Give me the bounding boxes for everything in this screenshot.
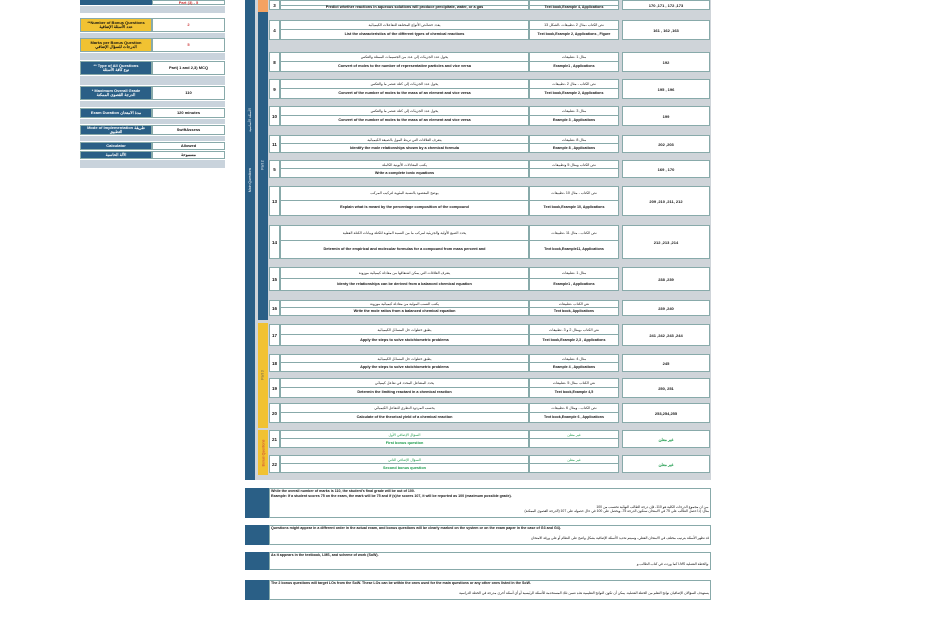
info-value: SwiftAssess <box>152 125 225 135</box>
source-en: Text book,Example 4, Applications <box>544 4 604 9</box>
question-row <box>269 79 710 99</box>
footnote-ar: من ان مجموع الدرجات الكلية هو 110، فإن درجة الطالب النهائية تحتسب من 100. مثال: إذا حصل الطالب على 75 في الامتحان ستكون الدرجة 75، ويحصل على 100 في حال حصوله على 107 (الدرجة القصوى الممكنة) <box>524 505 709 513</box>
source-en: Text book,Example11, Applications <box>544 247 604 252</box>
question-number: 4 <box>269 20 280 40</box>
source-ar: نص الكتاب ، مثال 10 ،تطبيقات <box>530 187 618 201</box>
outcome-en: Write a complete ionic equations <box>374 170 435 175</box>
outcome-en: Convert of the number of moles to the mass of an element and vice versa <box>338 118 471 123</box>
source-en: Text book,Example 2, Applications <box>544 91 604 96</box>
question-number: 10 <box>269 106 280 126</box>
part1-bar <box>258 0 268 12</box>
page-numbers: 169 , 170 <box>622 160 710 178</box>
page-numbers: 195 , 196 <box>622 79 710 99</box>
question-number: 14 <box>269 225 280 259</box>
footnote-en: The 2 bonus questions will target LOs from the SoW. These LOs can be within the ones used for the main questions or any other ones listed in the SoW. <box>271 581 531 585</box>
info-separator <box>80 53 225 60</box>
source-ar: مثال 3 ،تطبيقات <box>530 107 618 116</box>
source-reference <box>529 267 619 291</box>
info-label: الآلة الحاسبة <box>80 151 152 159</box>
outcome-ar: يطبق خطوات حل المسائل الكيميائية <box>281 355 528 363</box>
question-number: 20 <box>269 403 280 423</box>
question-row <box>269 225 710 259</box>
info-label <box>80 0 152 5</box>
page-numbers: 199 <box>622 106 710 126</box>
source-en <box>530 438 618 447</box>
info-value: 2 <box>152 18 225 32</box>
info-value: 120 minutes <box>152 108 225 118</box>
info-row-bonus-marks <box>80 38 225 52</box>
outcome-en: Identy the relationships can be derived from a balanced chemical equation <box>337 281 472 286</box>
learning-outcome <box>280 52 529 72</box>
page-numbers: 202 ,203 <box>622 135 710 153</box>
outcome-en: First bonus question <box>385 440 424 445</box>
question-number: 8 <box>269 52 280 72</box>
info-value: Part (3) - 5 <box>152 0 225 5</box>
main-questions-label-ar: الأسئلة الأساسية <box>248 108 252 132</box>
info-row-duration <box>80 108 225 118</box>
source-en: Example1 , Applications <box>553 64 595 69</box>
page-numbers: 238 ,239 <box>622 267 710 291</box>
part3-label: Part 3 <box>261 370 265 380</box>
outcome-ar: يتعرف العلاقات التي يمكن اشتقاقها من معادلة كيميائية موزونة <box>281 268 528 279</box>
learning-outcome <box>280 324 529 346</box>
page-numbers: غير معلن <box>622 455 710 473</box>
footnote-ar: قد تظهر الأسئلة بترتيب مختلف في الامتحان الفعلي، وسيتم تحديد الأسئلة الإضافية بشكل واضح على النظام أو على ورقة الامتحان <box>530 536 709 540</box>
info-label: Exam Duration مدة الامتحان <box>80 108 152 118</box>
source-reference <box>529 0 619 10</box>
outcome-en: Apply the steps to solve stoichiometric problems <box>360 337 449 342</box>
info-row-max-grade <box>80 86 225 100</box>
outcome-ar: يوضح المقصود بالنسبة المئوية لتركيب المركب <box>281 187 528 201</box>
source-reference <box>529 225 619 259</box>
info-row-part3 <box>80 0 225 5</box>
question-row <box>269 20 710 40</box>
source-ar: نص الكتاب ، ومثال 6 ،تطبيقات <box>530 404 618 413</box>
outcome-en: Second bonus question <box>382 465 427 470</box>
footnote-ar: يستهدف السؤالان الإضافيان نواتج التعلم من الخطة الفصلية. يمكن أن تكون النواتج التعليمية هذه ضمن تلك المستخدمة للأسئلة الرئيسية أو أي أسئلة أخرى مدرجة في الخطة الدراسية <box>459 591 709 595</box>
question-row <box>269 430 710 448</box>
outcome-ar: يحدد الصيغ الأولية والجزيئية لمركب ما من النسبة المئوية للكتلة وبيانات الكتلة الفعلية <box>281 226 528 241</box>
question-number: 9 <box>269 79 280 99</box>
page-numbers: 250, 251 <box>622 378 710 398</box>
learning-outcome <box>280 455 529 473</box>
outcome-en: Explain what is meant by the percentage composition of the compound <box>340 205 469 210</box>
bonus-label: Bonus Questions <box>261 439 265 466</box>
learning-outcome <box>280 267 529 291</box>
question-row <box>269 324 710 346</box>
learning-outcome <box>280 225 529 259</box>
info-value: مسموحة <box>152 151 225 159</box>
question-row <box>269 267 710 291</box>
learning-outcome <box>280 20 529 40</box>
question-row <box>269 106 710 126</box>
source-reference <box>529 20 619 40</box>
source-reference <box>529 354 619 372</box>
info-value: Allowed <box>152 142 225 150</box>
question-number: 5 <box>269 160 280 178</box>
source-en <box>530 168 618 177</box>
question-number: 19 <box>269 378 280 398</box>
page-numbers: غير معلن <box>622 430 710 448</box>
page-numbers: 209 ,210 ,211, 212 <box>622 186 710 216</box>
outcome-ar: يحسب المردود النظري للتفاعل الكيميائي <box>281 404 528 413</box>
page-numbers: 161 , 162 ,163 <box>622 20 710 40</box>
question-number: 11 <box>269 135 280 153</box>
outcome-ar: يحول عدد الجزيئات إلى كتلة عنصر ما والعكس <box>281 80 528 89</box>
outcome-ar: يحول عدد الجزيئات إلى كتلة عنصر ما والعكس <box>281 107 528 116</box>
source-ar: نص الكتاب ،مثال 2 ،تطبيقات ،الشكل 13 <box>530 21 618 30</box>
source-en: Example 8 , Applications <box>552 145 596 150</box>
footnote-ar: كما وردت في كتاب الطالب و LMS والخطة الفصلية. <box>636 562 709 566</box>
footnote <box>245 525 711 545</box>
outcome-ar: يكتب المعادلات الأيونية الكاملة <box>281 161 528 169</box>
source-en: Text book, Applications <box>553 309 595 314</box>
question-row <box>269 403 710 423</box>
footnote-en: Questions might appear in a different order in the actual exam, and bonus questions will be clearly marked on the system or on the exam paper in the case of G3 and G4). <box>271 526 561 530</box>
source-ar: نص الكتاب ، مثال 11 ،تطبيقات <box>530 226 618 241</box>
learning-outcome <box>280 430 529 448</box>
learning-outcome <box>280 106 529 126</box>
source-ar: نص الكتاب ،ومثال 2 و 3 ،تطبيقات <box>530 325 618 335</box>
source-reference <box>529 106 619 126</box>
footnote-marker <box>245 525 269 545</box>
question-row <box>269 160 710 178</box>
source-en: Text book,Example 2, Applications , Figure <box>537 32 611 37</box>
outcome-ar: يتعرف العلاقات التي تربط المول بالصيغة الكيميائية <box>281 136 528 144</box>
info-separator <box>80 136 225 141</box>
source-ar: نص الكتاب ومثال 5 وتطبيقات <box>530 161 618 169</box>
source-en: Example 3 , Applications <box>552 118 596 123</box>
question-number: 13 <box>269 186 280 216</box>
outcome-en: Determin of the empirical and molecular formulas for a compound from mass percent and <box>323 247 486 252</box>
info-separator <box>80 6 225 13</box>
question-row <box>269 0 710 10</box>
outcome-ar: يطبق خطوات حل المسائل الكيميائية <box>281 325 528 335</box>
source-ar: نص الكتاب ،تطبيقات <box>530 301 618 308</box>
source-reference <box>529 79 619 99</box>
question-number: 17 <box>269 324 280 346</box>
info-separator <box>80 101 225 107</box>
source-en: Text book,Example 2,3 , Applications <box>542 337 606 342</box>
question-row <box>269 354 710 372</box>
question-number: 22 <box>269 455 280 473</box>
learning-outcome <box>280 403 529 423</box>
source-ar: مثال 1 ،تطبيقات <box>530 53 618 62</box>
outcome-ar: يحول عدد الجزيئات إلى عدد من الجسيمات الممثلة والعكس <box>281 53 528 62</box>
outcome-ar: يعدد خصائص الأنواع المختلفة للتفاعلات الكيميائية <box>281 21 528 30</box>
footnote-marker <box>245 488 269 518</box>
question-row <box>269 300 710 316</box>
question-number: 21 <box>269 430 280 448</box>
page-numbers: 245 <box>622 354 710 372</box>
question-row <box>269 135 710 153</box>
main-questions-label: Main Questions <box>248 167 253 193</box>
main-questions-bar <box>245 0 255 480</box>
source-ar: مثال 4 ،تطبيقات <box>530 355 618 363</box>
source-reference <box>529 52 619 72</box>
source-reference <box>529 324 619 346</box>
learning-outcome <box>280 0 529 10</box>
question-row <box>269 378 710 398</box>
outcome-ar: السؤال الإضافي الأول <box>281 431 528 439</box>
question-number: 3 <box>269 0 280 10</box>
learning-outcome <box>280 160 529 178</box>
info-separator <box>80 76 225 85</box>
source-reference <box>529 455 619 473</box>
source-reference <box>529 300 619 316</box>
question-row <box>269 455 710 473</box>
page-numbers: 239 ,240 <box>622 300 710 316</box>
source-ar: نص الكتاب ، مثال 2 ،تطبيقات <box>530 80 618 89</box>
source-reference <box>529 135 619 153</box>
info-label: **Number of Bonus Questions عدد الأسئلة الإضافية <box>80 18 152 32</box>
outcome-en: Predict whether reactions in aqueous solutions will produce precipitate, water, or a gas <box>325 4 484 9</box>
question-number: 15 <box>269 267 280 291</box>
footnote-marker <box>245 552 269 570</box>
page-numbers: 170 ,171 , 172 ,173 <box>622 0 710 10</box>
outcome-en: Convert of the number of moles to the mass of an element and vice versa <box>338 91 471 96</box>
info-value: Part( 1 and 2,3) MCQ <box>152 61 225 75</box>
learning-outcome <box>280 378 529 398</box>
info-separator <box>80 119 225 124</box>
footnote <box>245 488 711 518</box>
outcome-ar: يحدد المتفاعل المحدد في تفاعل كيميائي <box>281 379 528 388</box>
source-reference <box>529 160 619 178</box>
outcome-en: Identify the mole relationships shown by a chemical formula <box>350 145 459 150</box>
footnote-en: As it appears in the textbook, LMS, and scheme of work (SoW). <box>271 553 379 557</box>
source-ar: نص الكتاب ،مثال 5 ،تطبيقات <box>530 379 618 388</box>
info-row-calculator <box>80 142 225 150</box>
source-en: Example1 , Applications <box>553 281 595 286</box>
outcome-ar: السؤال الإضافي الثاني <box>281 456 528 464</box>
source-reference <box>529 430 619 448</box>
info-row-mode <box>80 125 225 135</box>
question-number: 16 <box>269 300 280 316</box>
outcome-en: Write the mole ratios from a balanced chemical equation <box>353 309 456 314</box>
info-separator <box>80 160 225 168</box>
source-ar: غير معلن <box>530 456 618 464</box>
page-numbers: 192 <box>622 52 710 72</box>
info-label: Calculator <box>80 142 152 150</box>
info-label: ** Type of All Questions نوع كافة الأسئلة <box>80 61 152 75</box>
footnote-en: While the overall number of marks is 110, the student's final grade will be out of 100. Example: If a student scores 75 on the exam, the mark will be 75 and if (s)he scores 107, it will be reported as 100 (maximum possible grade). <box>271 489 512 498</box>
source-reference <box>529 403 619 423</box>
source-en: Text book,Example 6 , Applications <box>544 415 604 420</box>
learning-outcome <box>280 300 529 316</box>
page-numbers: 212 ,213 ,214 <box>622 225 710 259</box>
info-row-question-type <box>80 61 225 75</box>
info-label: Mode of Implementation طريقة التطبيق <box>80 125 152 135</box>
part2-label: Part 2 <box>261 160 265 170</box>
source-reference <box>529 378 619 398</box>
source-reference <box>529 186 619 216</box>
question-row <box>269 52 710 72</box>
learning-outcome <box>280 135 529 153</box>
source-ar: مثال 1 ،تطبيقات <box>530 268 618 279</box>
source-ar: مثال 8 ،تطبيقات <box>530 136 618 144</box>
learning-outcome <box>280 354 529 372</box>
footnote <box>245 580 711 600</box>
info-value: 5 <box>152 38 225 52</box>
source-en: Example 4 , Applications <box>552 364 596 369</box>
question-number: 18 <box>269 354 280 372</box>
outcome-en: Calculate of the theorical yield of a chemical reaction <box>356 415 453 420</box>
info-label: Marks per Bonus Question الدرجات للسؤال الإضافي <box>80 38 152 52</box>
learning-outcome <box>280 186 529 216</box>
info-row-calculator-ar <box>80 151 225 159</box>
source-en: Text book,Example 4,5 <box>554 390 594 395</box>
footnote <box>245 552 711 570</box>
info-value: 110 <box>152 86 225 100</box>
source-en <box>530 463 618 472</box>
info-label: * Maximum Overall Grade الدرجة القصوى الممكنة <box>80 86 152 100</box>
footnote-marker <box>245 580 269 600</box>
outcome-en: List the characteristics of the different types of chemical reactions <box>344 32 465 37</box>
outcome-ar: يكتب النسب المولية من معادلة كيميائية موزونة <box>281 301 528 308</box>
question-row <box>269 186 710 216</box>
source-ar: غير معلن <box>530 431 618 439</box>
info-row-bonus-count <box>80 18 225 32</box>
outcome-en: Convert of moles to the number of representative particles and vice versa <box>338 64 471 69</box>
outcome-en: Determin the limiting reactant in a chemical reaction <box>357 390 452 395</box>
source-en: Text book,Example 10, Applications <box>543 205 605 210</box>
page-numbers: 241 ,242 ,243 ,244 <box>622 324 710 346</box>
learning-outcome <box>280 79 529 99</box>
page-numbers: 253,254,255 <box>622 403 710 423</box>
outcome-en: Apply the steps to solve stoichiometric problems <box>360 364 449 369</box>
